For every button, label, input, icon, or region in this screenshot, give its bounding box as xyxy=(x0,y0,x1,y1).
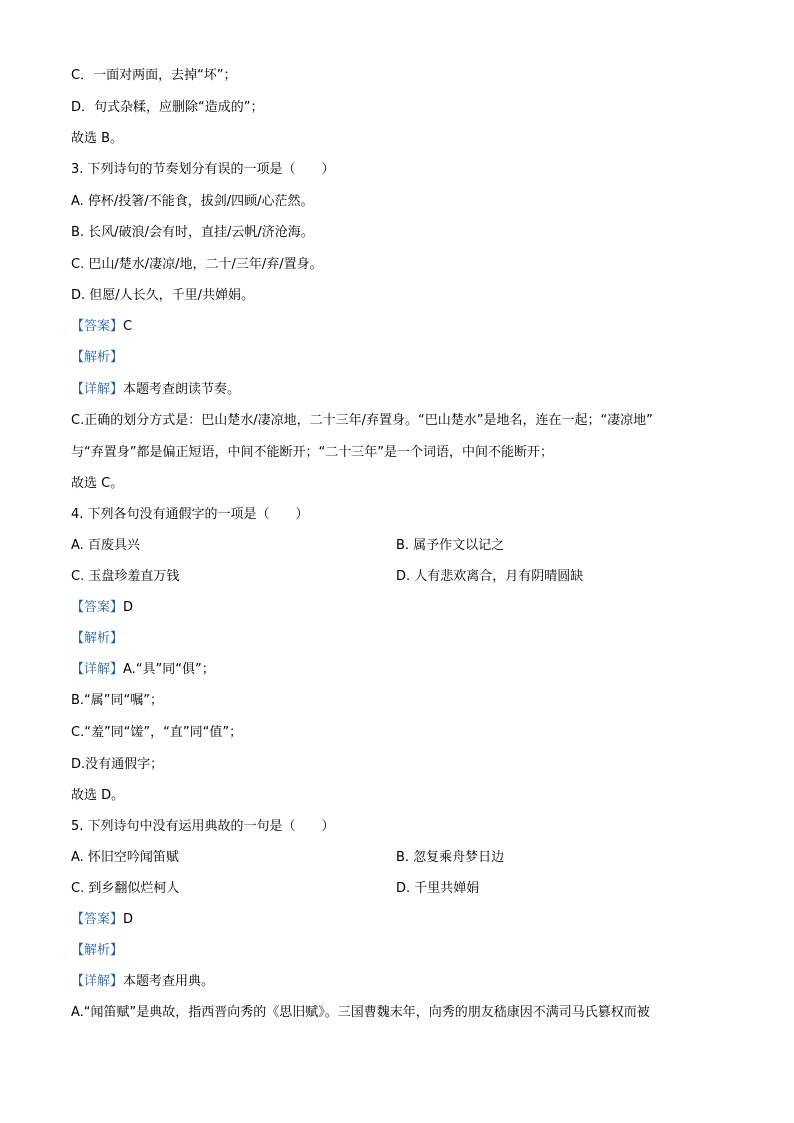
question-3: 3. 下列诗句的节奏划分有误的一项是（ ） xyxy=(71,162,335,177)
q4-option-c: C. 玉盘珍羞直万钱 xyxy=(71,569,180,584)
detail-text: 本题考查用典。 xyxy=(123,974,215,989)
analysis-label: 【解析】 xyxy=(71,350,124,365)
q4-analysis xyxy=(71,630,123,648)
q5-option-d: D. 千里共婵娟 xyxy=(396,881,480,896)
answer-value: D xyxy=(123,600,134,615)
q3-option-d: D. 但愿/人长久，千里/共婵娟。 xyxy=(71,288,255,303)
q5-option-b: B. 忽复乘舟梦日边 xyxy=(396,850,505,865)
analysis-label: 【解析】 xyxy=(71,631,124,646)
q4-option-a: A. 百废具兴 xyxy=(71,538,140,553)
q3-explanation-line-2: 与“弃置身”都是偏正短语，中间不能断开；“二十三年”是一个词语，中间不能断开； xyxy=(71,445,553,460)
q4-answer xyxy=(71,599,133,617)
q5-option-c: C. 到乡翻似烂柯人 xyxy=(71,881,180,896)
q5-answer xyxy=(71,911,133,929)
q5-option-a: A. 怀旧空吟闻笛赋 xyxy=(71,850,179,865)
q3-option-b: B. 长风/破浪/会有时，直挂/云帆/济沧海。 xyxy=(71,225,314,240)
q3-detail xyxy=(71,381,240,399)
q3-option-a: A. 停杯/投箸/不能食，拔剑/四顾/心茫然。 xyxy=(71,194,314,209)
answer-label: 【答案】 xyxy=(71,600,124,615)
q3-analysis xyxy=(71,349,123,367)
q3-choice: 故选 C。 xyxy=(71,476,124,491)
q3-answer xyxy=(71,318,132,336)
answer-label: 【答案】 xyxy=(71,912,124,927)
analysis-label: 【解析】 xyxy=(71,943,124,958)
q4-detail-b: B.“属”同“嘱”； xyxy=(71,693,163,708)
choice-statement: 故选 B。 xyxy=(71,131,124,146)
q4-detail xyxy=(71,661,215,679)
detail-label: 【详解】 xyxy=(71,974,124,989)
q4-option-d: D. 人有悲欢离合，月有阴晴圆缺 xyxy=(396,569,584,584)
q3-option-c: C. 巴山/楚水/凄凉/地，二十/三年/弃/置身。 xyxy=(71,257,323,272)
detail-text: 本题考查朗读节奏。 xyxy=(123,382,241,397)
answer-label: 【答案】 xyxy=(71,319,124,334)
detail-text: A.“具”同“俱”； xyxy=(123,662,215,677)
q5-explanation-line-1: A.“闻笛赋”是典故，指西晋向秀的《思旧赋》。三国曹魏末年，向秀的朋友嵇康因不满司马氏篡权而被 xyxy=(71,1005,650,1020)
q4-choice: 故选 D。 xyxy=(71,788,125,803)
question-4: 4. 下列各句没有通假字的一项是（ ） xyxy=(71,507,309,522)
q4-detail-d: D.没有通假字； xyxy=(71,757,164,772)
detail-label: 【详解】 xyxy=(71,662,124,677)
detail-label: 【详解】 xyxy=(71,382,124,397)
option-d-explanation: D．句式杂糅，应删除“造成的”； xyxy=(71,100,264,115)
q4-option-b: B. 属予作文以记之 xyxy=(396,538,505,553)
question-5: 5. 下列诗句中没有运用典故的一句是（ ） xyxy=(71,819,335,834)
q3-explanation-line-1: C.正确的划分方式是：巴山楚水/凄凉地，二十三年/弃置身。“巴山楚水”是地名，连在一起；“凄凉地” xyxy=(71,413,653,428)
q5-detail xyxy=(71,973,214,991)
q5-analysis xyxy=(71,942,123,960)
answer-value: C xyxy=(123,319,133,334)
option-c-explanation: C．一面对两面，去掉“坏”； xyxy=(71,68,237,83)
answer-value: D xyxy=(123,912,134,927)
q4-detail-c: C.“羞”同“馐”，“直”同“值”； xyxy=(71,725,243,740)
